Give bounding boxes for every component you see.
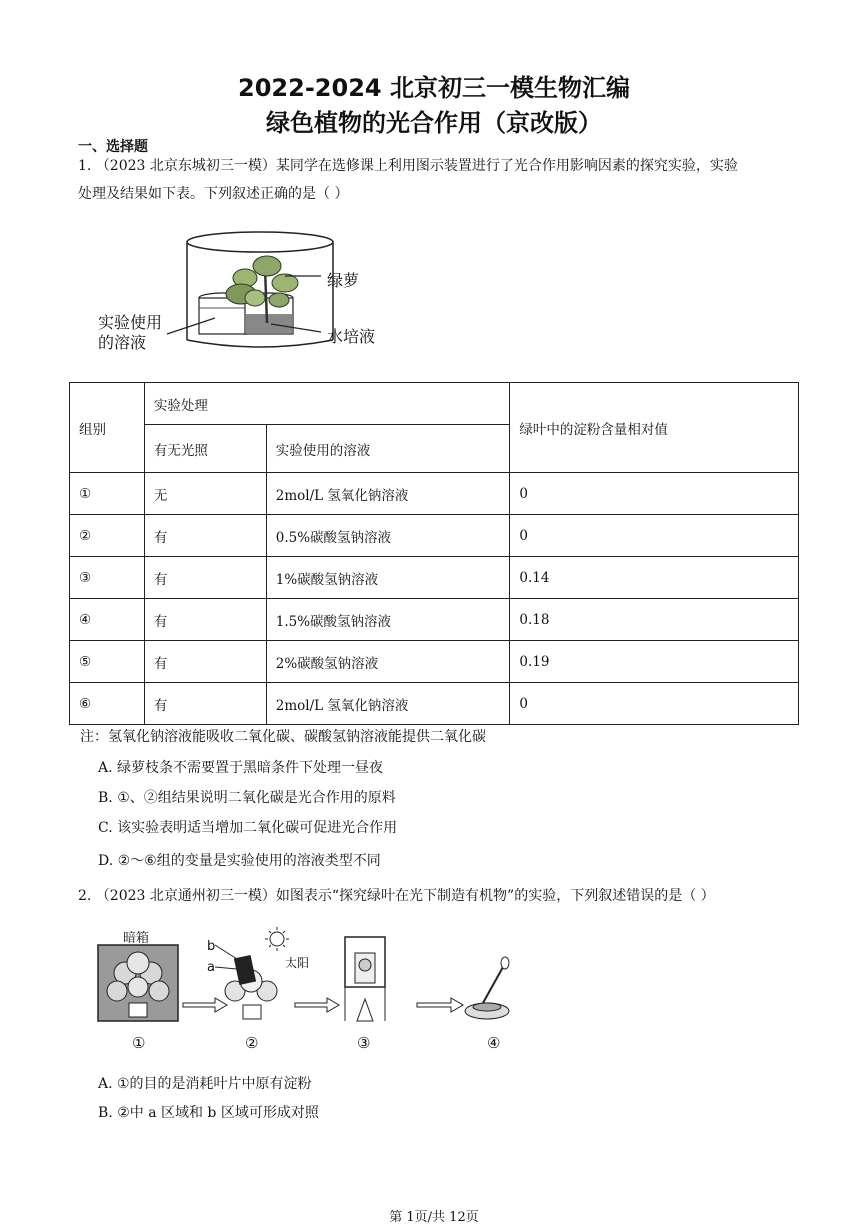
figure-step-2: ② — [245, 1034, 259, 1052]
header-starch: 绿叶中的淀粉含量相对值 — [510, 383, 799, 473]
document-title-line1: 2022-2024 北京初三一模生物汇编 — [238, 74, 630, 102]
cell-group: ③ — [70, 557, 145, 599]
table-row — [70, 515, 799, 557]
cell-group: ⑥ — [70, 683, 145, 725]
section-heading: 一、选择题 — [78, 139, 148, 155]
cell-solution: 1.5%碳酸氢钠溶液 — [266, 599, 510, 641]
figure-label-plant: 绿萝 — [327, 271, 360, 290]
cell-starch: 0.14 — [510, 557, 799, 599]
figure-label-a: a — [207, 960, 215, 975]
cell-light: 有 — [144, 599, 266, 641]
q2-experiment-figure — [95, 925, 555, 1060]
cell-light: 有 — [144, 683, 266, 725]
figure-label-culture: 水培液 — [327, 327, 376, 346]
cell-starch: 0 — [510, 515, 799, 557]
cell-solution: 2mol/L 氢氧化钠溶液 — [266, 683, 510, 725]
cell-solution: 2mol/L 氢氧化钠溶液 — [266, 473, 510, 515]
figure-label-solution-line1: 实验使用 — [98, 313, 163, 332]
header-solution: 实验使用的溶液 — [266, 425, 510, 473]
cell-light: 无 — [144, 473, 266, 515]
cell-light: 有 — [144, 557, 266, 599]
cell-starch: 0.18 — [510, 599, 799, 641]
cell-group: ④ — [70, 599, 145, 641]
figure-label-sun: 太阳 — [285, 956, 310, 970]
cell-starch: 0 — [510, 473, 799, 515]
q2-option-a: A. ①的目的是消耗叶片中原有淀粉 — [98, 1076, 312, 1092]
q1-stem-line1: 1. （2023 北京东城初三一模）某同学在选修课上利用图示装置进行了光合作用影响因素的探究实验，实验 — [78, 158, 738, 174]
figure-label-dark-box: 暗箱 — [123, 931, 150, 946]
cell-solution: 0.5%碳酸氢钠溶液 — [266, 515, 510, 557]
table-row — [70, 557, 799, 599]
q1-note: 注：氢氧化钠溶液能吸收二氧化碳、碳酸氢钠溶液能提供二氧化碳 — [80, 729, 486, 745]
q1-results-table — [69, 382, 799, 725]
cell-solution: 2%碳酸氢钠溶液 — [266, 641, 510, 683]
figure-step-3: ③ — [357, 1034, 371, 1052]
cell-group: ① — [70, 473, 145, 515]
cell-starch: 0 — [510, 683, 799, 725]
q2-stem: 2. （2023 北京通州初三一模）如图表示“探究绿叶在光下制造有机物”的实验，下列叙述错误的是（ ） — [78, 888, 715, 904]
cell-starch: 0.19 — [510, 641, 799, 683]
cell-group: ② — [70, 515, 145, 557]
figure-label-b: b — [207, 939, 216, 954]
figure-step-1: ① — [132, 1034, 146, 1052]
cell-group: ⑤ — [70, 641, 145, 683]
page-number: 第 1页/共 12页 — [389, 1210, 479, 1225]
cell-solution: 1%碳酸氢钠溶液 — [266, 557, 510, 599]
q1-option-b: B. ①、②组结果说明二氧化碳是光合作用的原料 — [98, 790, 396, 806]
document-title-line2: 绿色植物的光合作用（京改版） — [266, 109, 602, 137]
table-row — [70, 473, 799, 515]
figure-step-4: ④ — [487, 1034, 501, 1052]
header-group: 组别 — [70, 383, 145, 473]
cell-light: 有 — [144, 641, 266, 683]
q1-stem-line2: 处理及结果如下表。下列叙述正确的是（ ） — [78, 186, 349, 202]
header-treatment: 实验处理 — [144, 383, 510, 425]
table-row — [70, 599, 799, 641]
figure-label-solution-line2: 的溶液 — [98, 333, 147, 352]
q2-option-b: B. ②中 a 区域和 b 区域可形成对照 — [98, 1105, 319, 1121]
q1-option-d: D. ②～⑥组的变量是实验使用的溶液类型不同 — [98, 853, 381, 869]
q1-option-c: C. 该实验表明适当增加二氧化碳可促进光合作用 — [98, 820, 398, 836]
table-row — [70, 641, 799, 683]
q1-option-a: A. 绿萝枝条不需要置于黑暗条件下处理一昼夜 — [98, 760, 384, 776]
table-row — [70, 683, 799, 725]
cell-light: 有 — [144, 515, 266, 557]
header-light: 有无光照 — [144, 425, 266, 473]
